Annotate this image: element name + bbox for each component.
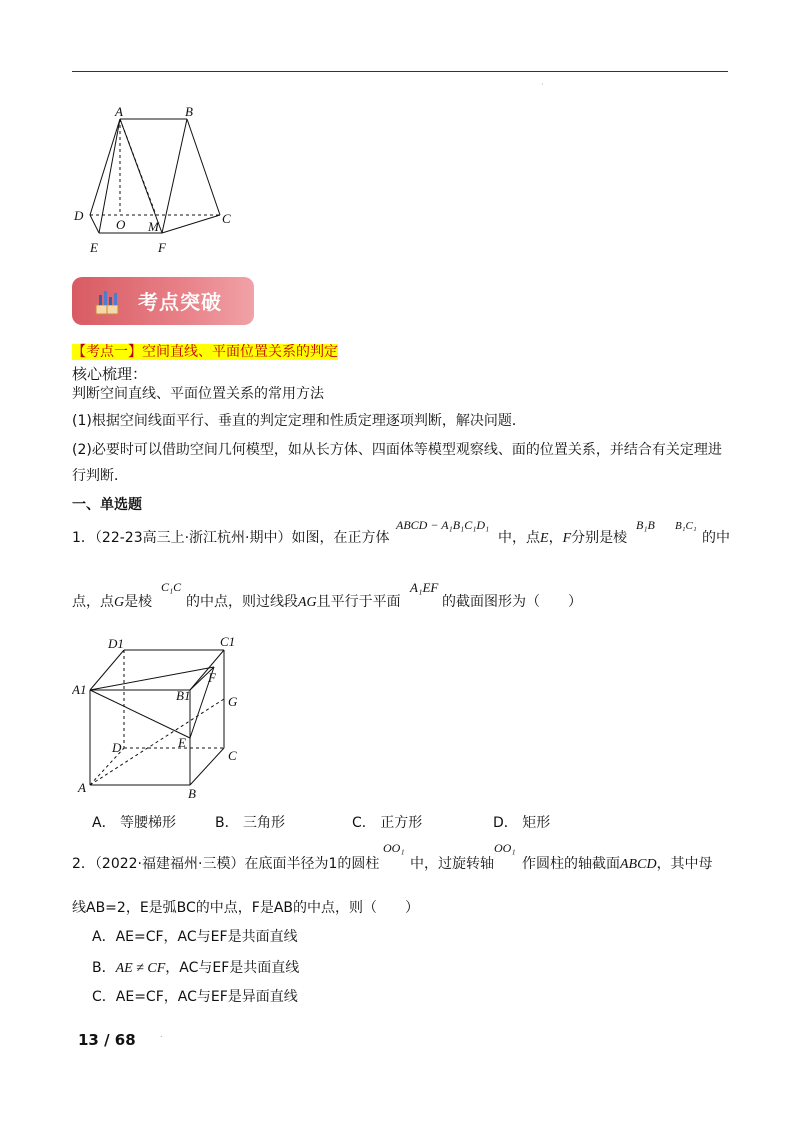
q2-line-1: 2．（2022·福建福州·三模）在底面半径为1的圆柱 xyxy=(72,856,380,872)
header-rule xyxy=(72,71,728,72)
q1-line-1: 1．（22-23高三上·浙江杭州·期中）如图，在正方体 xyxy=(72,530,390,546)
q1-line-2-c: 的截面图形为（ ） xyxy=(442,594,582,610)
q1-option-a: A． 等腰梯形 xyxy=(92,815,177,831)
label-E: E xyxy=(90,240,98,255)
book-chart-icon xyxy=(92,285,122,317)
q1-option-d: D． 矩形 xyxy=(493,815,551,831)
label-C: C xyxy=(228,748,237,763)
label-B: B xyxy=(185,104,193,119)
q1-option-c: C． 正方形 xyxy=(352,815,423,831)
banner-title: 考点突破 xyxy=(138,290,222,314)
q1-edge-b1b: B₁B xyxy=(636,518,655,532)
label-O: O xyxy=(116,217,126,232)
footer-dot: . xyxy=(160,1030,163,1039)
cube-figure xyxy=(72,630,252,800)
pyramid-figure xyxy=(70,100,245,260)
q2-line-1-mid: 中，过旋转轴 xyxy=(410,856,494,872)
q2-line-1-tail: 作圆柱的轴截面ABCD，其中母 xyxy=(522,856,713,872)
q1-edge-c1c: C₁C xyxy=(161,580,182,594)
q2-axis-2: OO₁ xyxy=(494,841,516,855)
label-C: C xyxy=(222,211,231,226)
q2-option-a: A．AE=CF，AC与EF是共面直线 xyxy=(92,929,298,945)
label-D: D xyxy=(74,208,84,223)
label-E: E xyxy=(178,735,186,750)
q1-line-2-a: 点，点G是棱 xyxy=(72,594,153,610)
q1-option-b: B． 三角形 xyxy=(215,815,286,831)
label-D: D xyxy=(112,740,122,755)
label-C1: C1 xyxy=(220,634,236,649)
q1-cube-name: ABCD − A₁B₁C₁D₁ xyxy=(396,518,490,532)
q1-line-2-b: 的中点，则过线段AG且平行于平面 xyxy=(186,594,401,610)
label-A: A xyxy=(115,104,123,119)
label-M: M xyxy=(148,219,159,234)
q2-option-b: B．AE ≠ CF，AC与EF是共面直线 xyxy=(92,960,300,976)
question-type-title: 一、单选题 xyxy=(72,497,142,513)
label-A1: A1 xyxy=(72,682,87,697)
q2-option-c: C．AE=CF，AC与EF是异面直线 xyxy=(92,989,298,1005)
label-B: B xyxy=(188,786,196,800)
header-dot: · xyxy=(541,80,544,89)
key-points-banner xyxy=(72,277,254,325)
topic-heading: 【考点一】空间直线、平面位置关系的判定 xyxy=(72,344,338,360)
q2-line-2: 线AB=2，E是弧BC的中点，F是AB的中点，则（ ） xyxy=(72,900,420,916)
q1-line-1-mid: 中，点E，F分别是棱 xyxy=(498,530,628,546)
page-number: 13 / 68 xyxy=(78,1031,136,1049)
point-2-line-1: (2)必要时可以借助空间几何模型，如从长方体、四面体等模型观察线、面的位置关系，并结合有关定理进 xyxy=(72,442,722,458)
point-2-line-2: 行判断． xyxy=(72,468,128,484)
label-B1: B1 xyxy=(176,688,191,703)
q1-edge-b1c1: B₁C₁ xyxy=(675,520,697,532)
core-title: 核心梳理： xyxy=(72,365,148,383)
label-A: A xyxy=(78,780,86,795)
label-D1: D1 xyxy=(108,636,124,651)
label-F: F xyxy=(158,240,166,255)
q1-line-1-tail: 的中 xyxy=(702,530,730,546)
q2-axis-1: OO₁ xyxy=(383,841,405,855)
point-1: (1)根据空间线面平行、垂直的判定定理和性质定理逐项判断，解决问题． xyxy=(72,413,526,429)
label-G: G xyxy=(228,694,238,709)
method-title: 判断空间直线、平面位置关系的常用方法 xyxy=(72,386,324,402)
q1-plane-a1ef: A₁EF xyxy=(410,580,439,595)
label-F: F xyxy=(208,670,216,685)
